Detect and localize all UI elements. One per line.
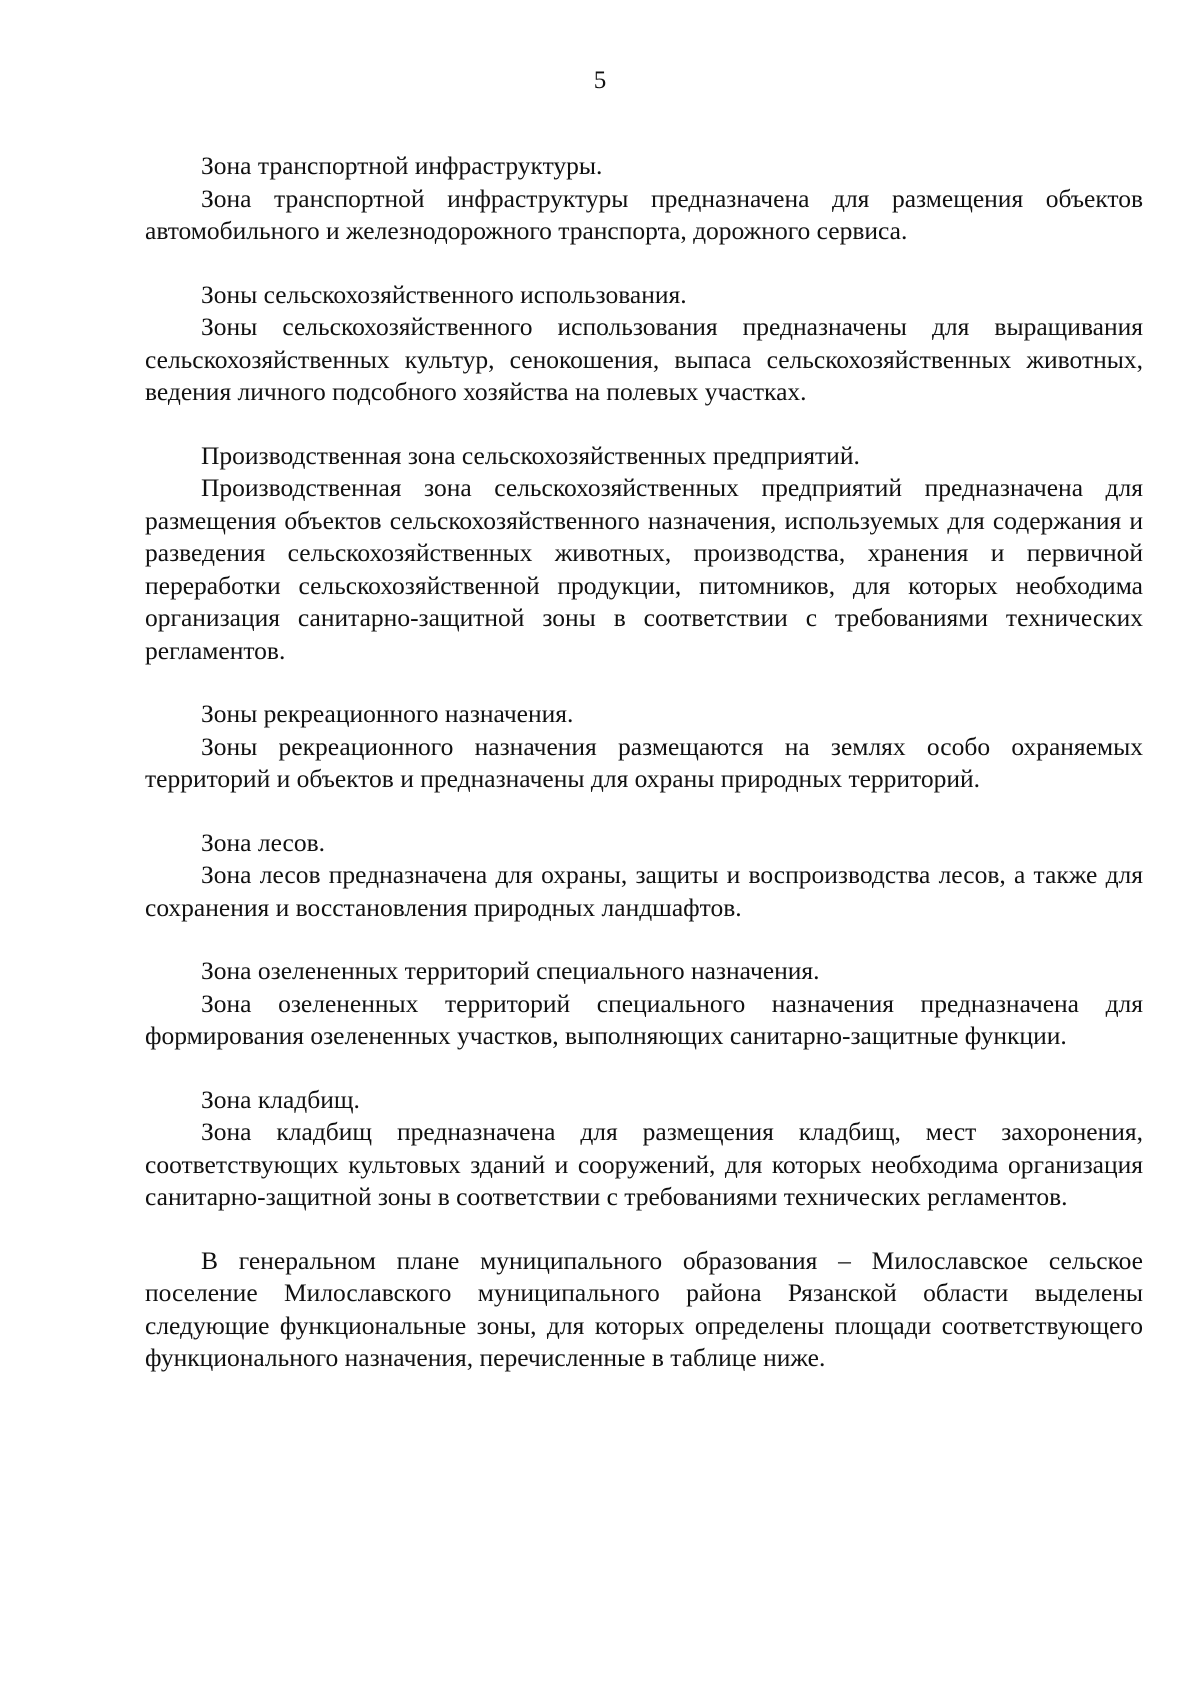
section-heading: Производственная зона сельскохозяйственных предприятий. xyxy=(201,440,860,470)
section-green-zone xyxy=(145,955,1143,1053)
section-paragraph: Зоны сельскохозяйственного использования предназначены для выращивания сельскохозяйственных культур, сенокошения, выпаса сельскохозяйственных животных, ведения личного подсобного хозяйства на полевых участках. xyxy=(145,312,1143,406)
section-paragraph: Зона кладбищ предназначена для размещения кладбищ, мест захоронения, соответствующих культовых зданий и сооружений, для которых необходима организация санитарно-защитной зоны в соответствии с требованиями технических регламентов. xyxy=(145,1117,1143,1211)
section-paragraph: Зона лесов предназначена для охраны, защиты и воспроизводства лесов, а также для сохранения и восстановления природных ландшафтов. xyxy=(145,860,1143,922)
section-paragraph: Зоны рекреационного назначения размещаются на землях особо охраняемых территорий и объектов и предназначены для охраны природных территорий. xyxy=(145,731,1143,793)
section-recreation-zone xyxy=(145,698,1143,796)
section-heading: Зоны сельскохозяйственного использования. xyxy=(201,279,687,309)
closing-section xyxy=(145,1245,1143,1375)
section-heading: Зона озелененных территорий специального назначения. xyxy=(201,956,820,985)
section-paragraph: Производственная зона сельскохозяйственных предприятий предназначена для размещения объектов сельскохозяйственного назначения, используемых для содержания и разведения сельскохозяйственных животных, производства, хранения и первичной переработки сельскохозяйственной продукции, питомников, для которых необходима организация санитарно-защитной зоны в соответствии с требованиями технических регламентов. xyxy=(145,473,1143,665)
document-body xyxy=(145,150,1143,1375)
section-cemetery-zone xyxy=(145,1084,1143,1214)
section-paragraph: Зона озелененных территорий специального назначения предназначена для формирования озелененных участков, выполняющих санитарно-защитные функции. xyxy=(145,988,1143,1050)
section-paragraph: Зона транспортной инфраструктуры предназначена для размещения объектов автомобильного и железнодорожного транспорта, дорожного сервиса. xyxy=(145,183,1143,245)
section-heading: Зона лесов. xyxy=(201,827,326,857)
section-agri-production-zone xyxy=(145,440,1143,668)
section-forest-zone xyxy=(145,827,1143,925)
closing-paragraph: В генеральном плане муниципального образования – Милославское сельское поселение Милославского муниципального района Рязанской области выделены следующие функциональные зоны, для которых определены площади соответствующего функционального назначения, перечисленные в таблице ниже. xyxy=(145,1245,1143,1372)
page-number: 5 xyxy=(593,67,607,94)
section-heading: Зона транспортной инфраструктуры. xyxy=(201,151,603,180)
section-heading: Зоны рекреационного назначения. xyxy=(201,699,574,728)
section-agricultural-zone xyxy=(145,279,1143,409)
section-transport-zone xyxy=(145,150,1143,248)
section-heading: Зона кладбищ. xyxy=(201,1084,360,1114)
